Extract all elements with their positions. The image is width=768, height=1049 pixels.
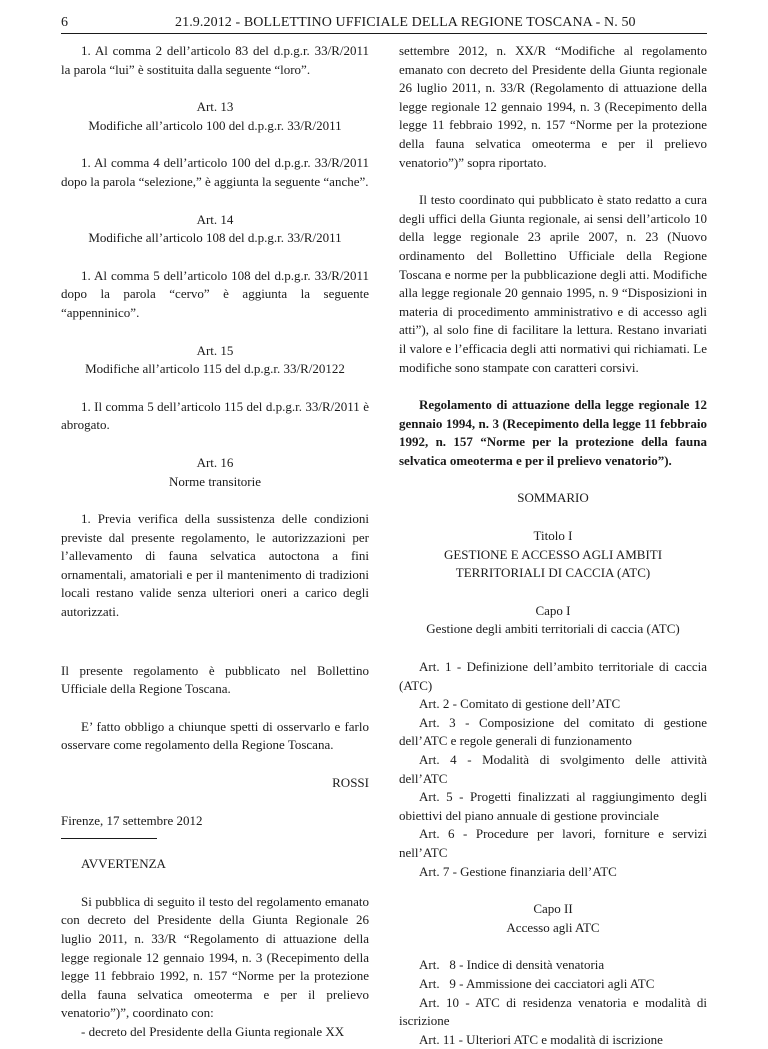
article-number: Art. 16 (196, 454, 234, 470)
article-number: Art. 14 (196, 211, 234, 227)
capo-title: Accesso agli ATC (506, 919, 600, 935)
page-number: 6 (61, 15, 68, 30)
capo-title: Gestione degli ambiti territoriali di caccia (ATC) (426, 621, 680, 637)
toc-item: Art. 6 - Procedure per lavori, forniture e servizi nell’ATC (399, 826, 707, 860)
left-column (61, 42, 369, 1042)
header-rule (61, 33, 707, 34)
paragraph: settembre 2012, n. XX/R “Modifiche al regolamento emanato con decreto del Presidente della Giunta regionale 26 luglio 2011, n. 33/R (Regolamento di attuazione della legge regionale 12 gennaio 1994, n. 3 (Recepimento della legge 11 febbraio 1992, n. 157 “Norme per la protezione della fauna selvatica omeoterma e per il prelievo venatorio”)” sopra riportato. (399, 43, 707, 170)
paragraph: 1. Al comma 4 dell’articolo 100 del d.p.g.r. 33/R/2011 dopo la parola “selezione,” è aggiunta la seguente “anche”. (61, 155, 369, 189)
titolo-title: TERRITORIALI DI CACCIA (ATC) (455, 565, 651, 581)
capo-number: Capo II (533, 901, 573, 917)
article-title: Modifiche all’articolo 108 del d.p.g.r. 33/R/2011 (88, 230, 342, 246)
toc-item: Art. 9 - Ammissione dei cacciatori agli ATC (419, 975, 655, 991)
article-title: Modifiche all’articolo 100 del d.p.g.r. 33/R/2011 (88, 117, 342, 133)
right-column (399, 42, 707, 1049)
titolo-title: GESTIONE E ACCESSO AGLI AMBITI (443, 546, 663, 562)
separator-line (61, 838, 157, 839)
place-date: Firenze, 17 settembre 2012 (61, 812, 203, 828)
avvertenza-heading: AVVERTENZA (81, 856, 166, 872)
capo2-toc (399, 956, 707, 1049)
article-title: Modifiche all’articolo 115 del d.p.g.r. 33/R/20122 (85, 361, 345, 377)
paragraph: Si pubblica di seguito il testo del regolamento emanato con decreto del Presidente della Giunta Regionale 26 luglio 2011, n. 33/R “Regolamento di attuazione della legge regionale 12 gennaio 1994, n. 3 (Recepimento della legge 11 febbraio 1992, n. 157 “Norme per la protezione della fauna selvatica omeoterma e per il prelievo venatorio”)”, coordinato con: (61, 893, 369, 1021)
capo1-toc (399, 658, 707, 881)
paragraph: Il presente regolamento è pubblicato nel Bollettino Ufficiale della Regione Toscana. (61, 662, 369, 697)
toc-item: Art. 4 - Modalità di svolgimento delle attività dell’ATC (399, 752, 707, 786)
toc-item: Art. 11 - Ulteriori ATC e modalità di iscrizione (419, 1031, 663, 1047)
toc-item: Art. 2 - Comitato di gestione dell’ATC (419, 696, 621, 712)
sommario-heading: SOMMARIO (517, 490, 589, 506)
article-number: Art. 13 (196, 99, 234, 115)
regulation-title: Regolamento di attuazione della legge regionale 12 gennaio 1994, n. 3 (Recepimento della legge 11 febbraio 1992, n. 157 “Norme per la protezione della fauna selvatica omeoterma e per il prelievo venatorio”). (399, 397, 707, 468)
paragraph: 1. Il comma 5 dell’articolo 115 del d.p.g.r. 33/R/2011 è abrogato. (61, 398, 369, 433)
running-header: 21.9.2012 - BOLLETTINO UFFICIALE DELLA REGIONE TOSCANA - N. 50 (175, 15, 636, 30)
paragraph: 1. Al comma 2 dell’articolo 83 del d.p.g.r. 33/R/2011 la parola “lui” è sostituita dalla seguente “loro”. (61, 43, 369, 77)
titolo-number: Titolo I (533, 528, 573, 544)
toc-item: Art. 8 - Indice di densità venatoria (419, 957, 605, 973)
toc-item: Art. 3 - Composizione del comitato di gestione dell’ATC e regole generali di funzionamento (399, 714, 707, 749)
paragraph: E’ fatto obbligo a chiunque spetti di osservarlo e farlo osservare come regolamento della Regione Toscana. (61, 718, 369, 753)
article-number: Art. 15 (196, 342, 234, 358)
paragraph: Il testo coordinato qui pubblicato è stato redatto a cura degli uffici della Giunta regionale, ai sensi dell’articolo 10 della legge regionale 23 aprile 2007, n. 23 (Nuovo ordinamento del Bollettino Ufficiale della Regione Toscana e norme per la pubblicazione degli atti. Modifiche alla legge regionale 20 gennaio 1995, n. 9 “Disposizioni in materia di procedimento amministrativo e di accesso agli atti”), al solo fine di facilitare la lettura. Restano invariati il valore e l’efficacia degli atti normativi qui richiamati. Le modifiche sono stampate con caratteri corsivi. (399, 192, 707, 375)
signature: ROSSI (332, 775, 369, 791)
toc-item: Art. 7 - Gestione finanziaria dell’ATC (419, 863, 617, 879)
article-title: Norme transitorie (168, 473, 262, 489)
toc-item: Art. 1 - Definizione dell’ambito territoriale di caccia (ATC) (399, 659, 707, 693)
toc-item: Art. 5 - Progetti finalizzati al raggiungimento degli obiettivi del piano annuale di gestione provinciale (399, 789, 707, 823)
paragraph: - decreto del Presidente della Giunta regionale XX (81, 1023, 345, 1039)
paragraph: 1. Previa verifica della sussistenza delle condizioni previste dal presente regolamento, le autorizzazioni per l’allevamento di fauna selvatica autoctona a fini ornamentali, amatoriali e per il mantenimento di tradizioni locali restano valide senza ulteriori oneri a carico degli autorizzati. (61, 511, 369, 620)
toc-item: Art. 10 - ATC di residenza venatoria e modalità di iscrizione (399, 994, 707, 1029)
paragraph: 1. Al comma 5 dell’articolo 108 del d.p.g.r. 33/R/2011 dopo la parola “cervo” è aggiunta la seguente “appenninico”. (61, 267, 369, 320)
capo-number: Capo I (535, 602, 571, 618)
